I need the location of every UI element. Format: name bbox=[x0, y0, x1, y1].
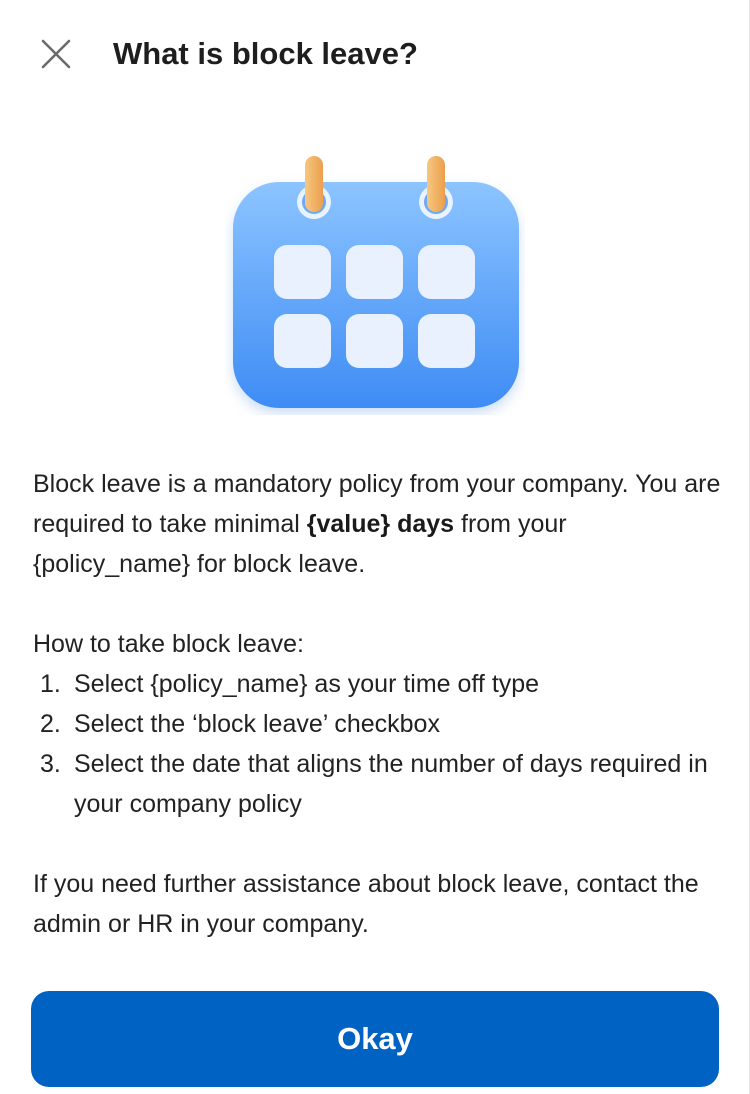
close-button[interactable] bbox=[28, 26, 84, 82]
block-leave-description bbox=[33, 464, 723, 944]
close-icon bbox=[39, 37, 73, 71]
step-number: 2. bbox=[40, 710, 61, 738]
intro-text: Block leave is a mandatory policy from your company. You are required to take minimal bbox=[33, 470, 721, 538]
min-days-value: {value} days bbox=[306, 510, 455, 538]
step-text: Select the ‘block leave’ checkbox bbox=[74, 710, 440, 738]
okay-button[interactable]: Okay bbox=[31, 991, 719, 1087]
step-number: 3. bbox=[40, 750, 61, 778]
step-text: Select the date that aligns the number of days required in your company policy bbox=[74, 750, 708, 818]
intro-paragraph bbox=[33, 464, 723, 584]
step-text: Select {policy_name} as your time off type bbox=[74, 670, 540, 698]
list-item bbox=[33, 664, 723, 704]
how-to-heading: How to take block leave: bbox=[33, 630, 304, 658]
steps-list bbox=[33, 664, 723, 824]
step-number: 1. bbox=[40, 670, 61, 698]
list-item bbox=[33, 744, 723, 824]
page-title: What is block leave? bbox=[113, 36, 418, 71]
sheet-header bbox=[0, 0, 750, 108]
list-item bbox=[33, 704, 723, 744]
calendar-icon bbox=[225, 150, 525, 415]
assistance-paragraph: If you need further assistance about block leave, contact the admin or HR in your company. bbox=[33, 870, 699, 938]
intro-text-end: from your {policy_name} for block leave. bbox=[33, 510, 567, 578]
